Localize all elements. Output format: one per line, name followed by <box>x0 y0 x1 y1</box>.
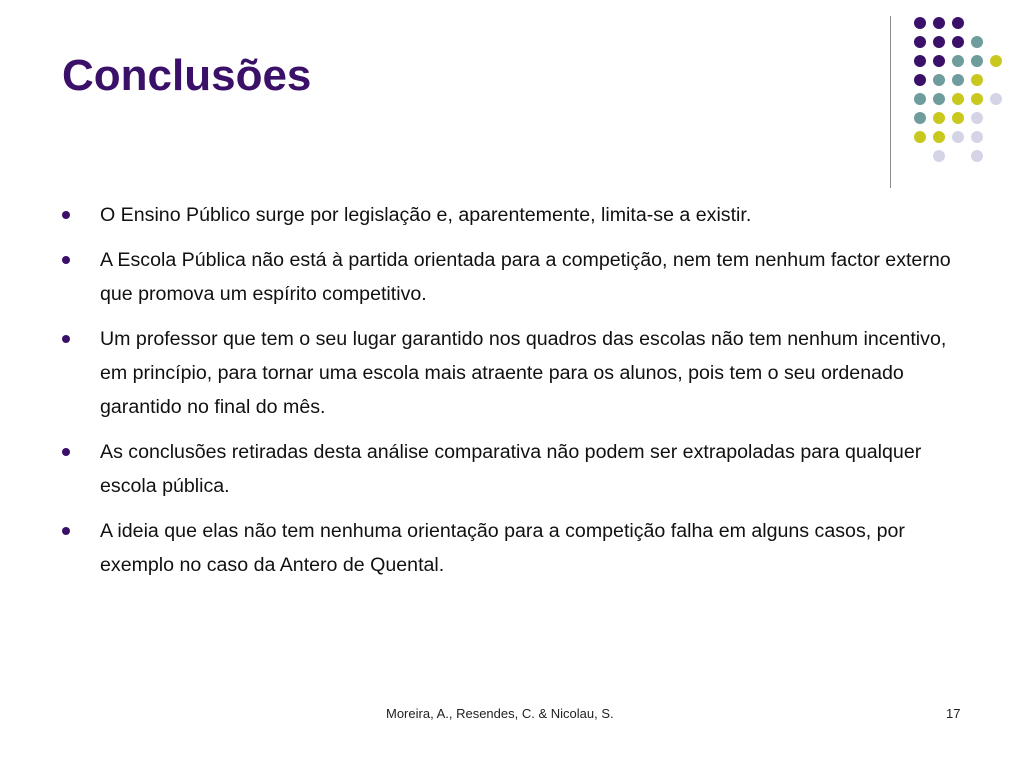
decorative-dot <box>952 112 964 124</box>
bullet-text: O Ensino Público surge por legislação e, aparentemente, limita-se a existir. <box>100 204 752 226</box>
decorative-dot <box>914 112 926 124</box>
slide-title: Conclusões <box>62 51 312 100</box>
decorative-dot <box>933 74 945 86</box>
bullet-item <box>62 435 967 503</box>
decorative-divider-line <box>890 16 891 188</box>
decorative-dot <box>952 55 964 67</box>
decorative-dot <box>971 74 983 86</box>
decorative-dot <box>933 131 945 143</box>
bullet-text: Um professor que tem o seu lugar garantido nos quadros das escolas não tem nenhum incentivo, em princípio, para tornar uma escola mais atraente para os alunos, pois tem o seu ordenado garantido no final do mês. <box>100 328 947 418</box>
decorative-dot <box>914 17 926 29</box>
decorative-dot <box>990 55 1002 67</box>
decorative-dot <box>933 17 945 29</box>
decorative-dot <box>914 74 926 86</box>
page-number: 17 <box>946 706 961 721</box>
bullet-text: A Escola Pública não está à partida orientada para a competição, nem tem nenhum factor externo que promova um espírito competitivo. <box>100 249 951 305</box>
decorative-dot <box>971 112 983 124</box>
bullet-item <box>62 243 967 311</box>
decorative-dot <box>933 55 945 67</box>
decorative-dot <box>933 36 945 48</box>
decorative-dot <box>933 112 945 124</box>
footer-authors: Moreira, A., Resendes, C. & Nicolau, S. <box>386 706 614 721</box>
decorative-dot <box>971 131 983 143</box>
decorative-dot <box>971 55 983 67</box>
bullet-dot-icon <box>62 211 70 219</box>
bullet-list <box>62 198 967 593</box>
decorative-dot <box>933 93 945 105</box>
decorative-dot <box>952 74 964 86</box>
decorative-dot <box>952 93 964 105</box>
bullet-dot-icon <box>62 335 70 343</box>
bullet-dot-icon <box>62 256 70 264</box>
bullet-item <box>62 322 967 424</box>
bullet-item <box>62 198 967 232</box>
decorative-dot <box>971 93 983 105</box>
decorative-dot <box>952 17 964 29</box>
decorative-dot <box>952 131 964 143</box>
decorative-dot <box>914 131 926 143</box>
decorative-dot <box>933 150 945 162</box>
decorative-dot <box>914 93 926 105</box>
decorative-dot <box>952 36 964 48</box>
decorative-dot <box>971 36 983 48</box>
decorative-dot <box>914 36 926 48</box>
bullet-item <box>62 514 967 582</box>
decorative-dot <box>914 55 926 67</box>
bullet-text: As conclusões retiradas desta análise comparativa não podem ser extrapoladas para qualquer escola pública. <box>100 441 922 497</box>
bullet-text: A ideia que elas não tem nenhuma orientação para a competição falha em alguns casos, por exemplo no caso da Antero de Quental. <box>100 520 905 576</box>
decorative-dot <box>971 150 983 162</box>
bullet-dot-icon <box>62 448 70 456</box>
bullet-dot-icon <box>62 527 70 535</box>
decorative-dot <box>990 93 1002 105</box>
